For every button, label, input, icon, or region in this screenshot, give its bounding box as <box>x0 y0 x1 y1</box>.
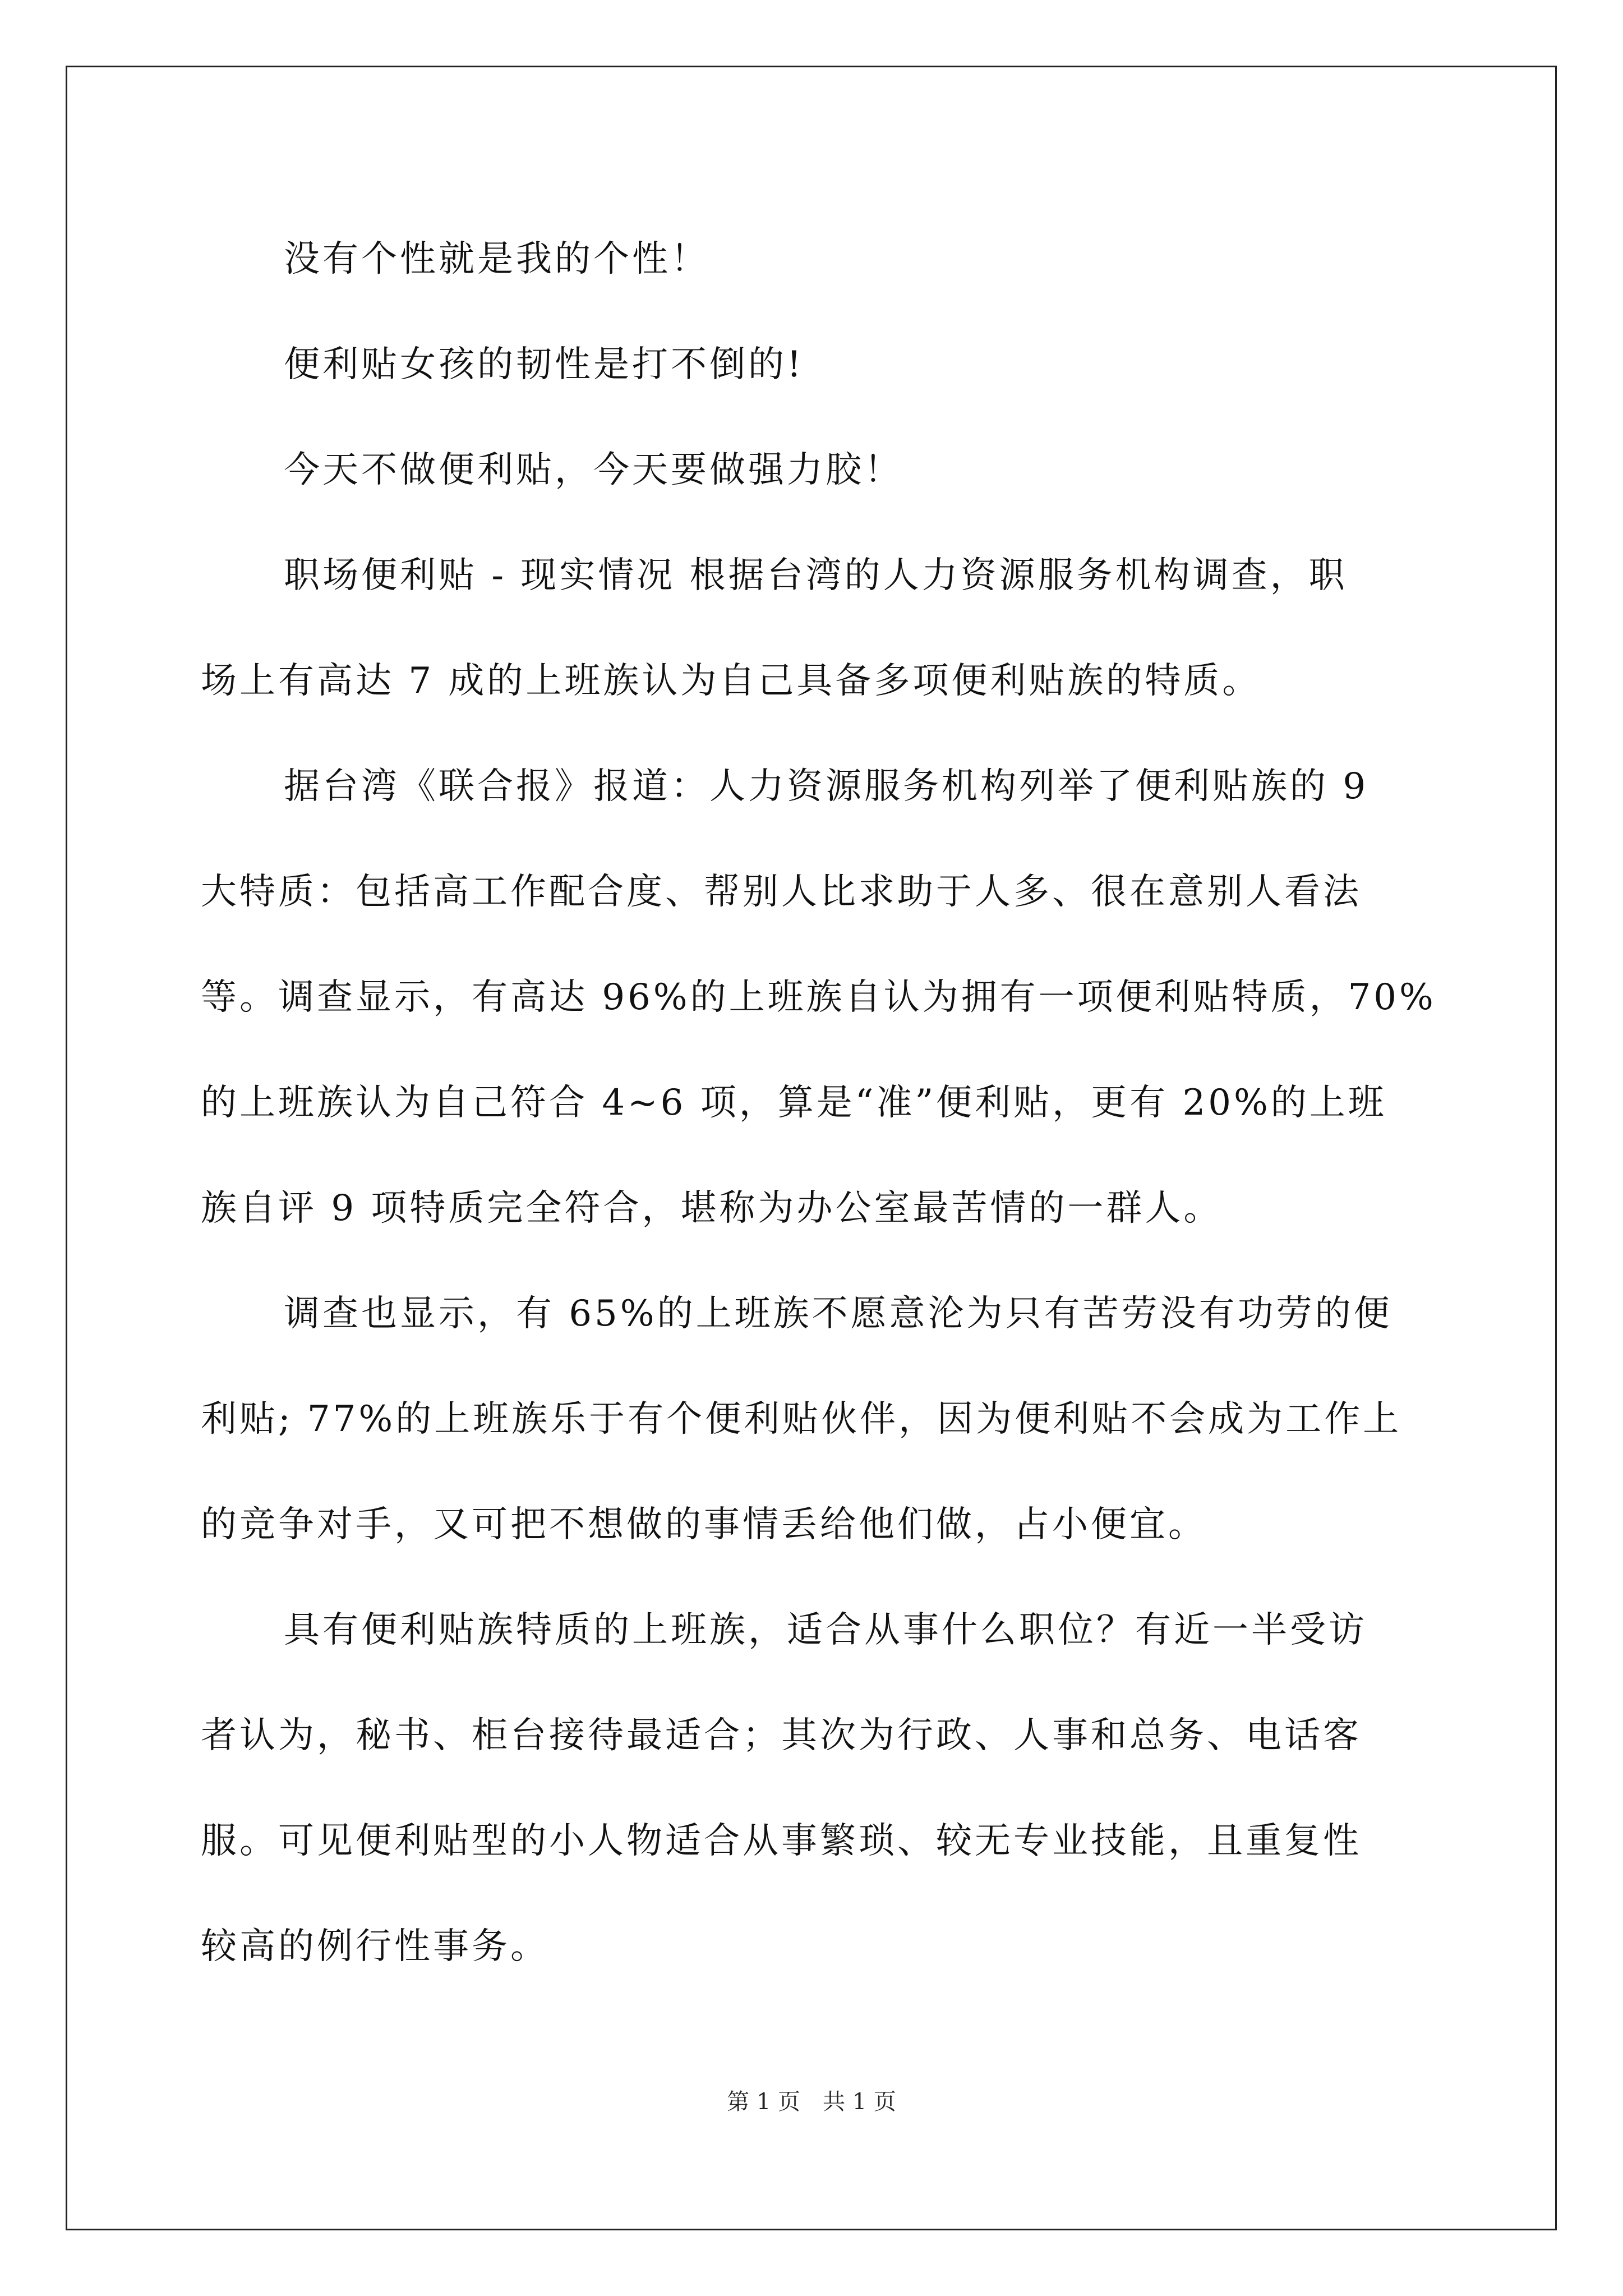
paragraph <box>201 523 1463 734</box>
text-line: 据台湾《联合报》报道：人力资源服务机构列举了便利贴族的 9 <box>284 766 1369 807</box>
paragraph <box>201 417 1463 523</box>
text-line: 大特质：包括高工作配合度、帮别人比求助于人多、很在意别人看法 <box>201 871 1362 913</box>
paragraph <box>201 206 1463 312</box>
text-line: 的上班族认为自己符合 4~6 项，算是“准”便利贴，更有 20%的上班 <box>201 1082 1387 1124</box>
paragraph <box>201 1577 1463 1999</box>
text-line: 者认为，秘书、柜台接待最适合；其次为行政、人事和总务、电话客 <box>201 1715 1362 1756</box>
paragraph <box>201 734 1463 1261</box>
text-line: 没有个性就是我的个性！ <box>284 238 709 280</box>
text-line: 的竞争对手，又可把不想做的事情丢给他们做，占小便宜。 <box>201 1504 1207 1545</box>
text-line: 利贴; 77%的上班族乐于有个便利贴伙伴，因为便利贴不会成为工作上 <box>201 1398 1402 1440</box>
text-line: 等。调查显示，有高达 96%的上班族自认为拥有一项便利贴特质，70% <box>201 977 1436 1018</box>
document-body <box>201 206 1463 1999</box>
text-line: 便利贴女孩的韧性是打不倒的! <box>284 344 804 385</box>
text-line: 服。可见便利贴型的小人物适合从事繁琐、较无专业技能，且重复性 <box>201 1820 1362 1862</box>
text-line: 今天不做便利贴，今天要做强力胶！ <box>284 449 903 491</box>
page-number-footer: 第 1 页 共 1 页 <box>727 2089 896 2115</box>
text-line: 职场便利贴 - 现实情况 根据台湾的人力资源服务机构调查，职 <box>284 555 1348 596</box>
text-line: 具有便利贴族特质的上班族，适合从事什么职位？有近一半受访 <box>284 1609 1367 1651</box>
text-line: 调查也显示，有 65%的上班族不愿意沦为只有苦劳没有功劳的便 <box>284 1293 1393 1335</box>
paragraph <box>201 312 1463 417</box>
text-line: 较高的例行性事务。 <box>201 1926 549 1967</box>
text-line: 场上有高达 7 成的上班族认为自己具备多项便利贴族的特质。 <box>201 660 1261 702</box>
text-line: 族自评 9 项特质完全符合，堪称为办公室最苦情的一群人。 <box>201 1188 1223 1229</box>
paragraph <box>201 1261 1463 1577</box>
